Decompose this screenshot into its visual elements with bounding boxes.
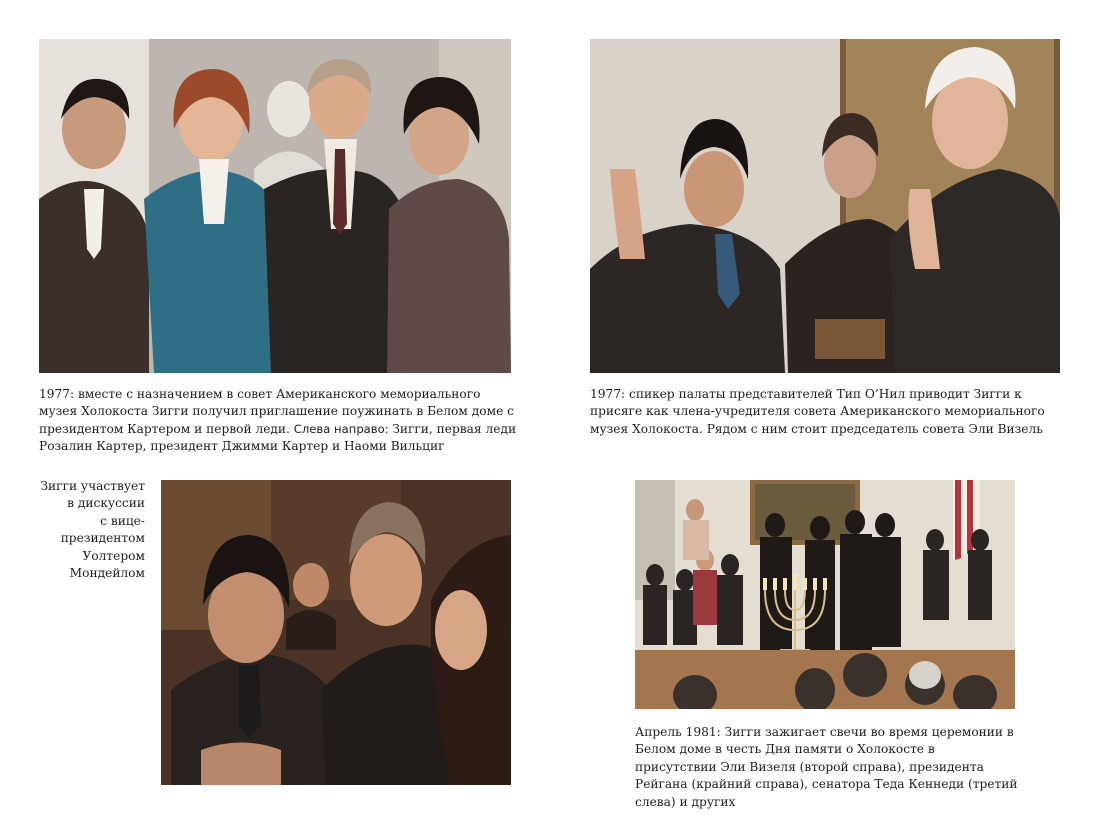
caption-carter-dinner-part-2: Слева направо: [293, 421, 393, 436]
photo-oath-image [590, 39, 1060, 373]
caption-mondale-line-6: Мондейлом [69, 566, 145, 581]
photo-candles-image [635, 480, 1015, 709]
photo-carter-dinner [39, 39, 511, 373]
caption-mondale-line-5: Уолтером [82, 548, 145, 563]
caption-mondale-line-1: Зигги участвует [40, 479, 145, 493]
photo-carter-dinner-image [39, 39, 511, 373]
caption-mondale-line-4: президентом [60, 531, 145, 546]
caption-carter-dinner-part-1: 1977: вместе с назначением в совет Американского мемориального музея Холокоста Зигги получил приглашение поужинать в Белом доме с президентом Картером и первой леди. [39, 387, 514, 436]
photo-mondale-image [161, 480, 511, 785]
caption-oath: 1977: спикер палаты представителей Тип О’Нил приводит Зигги к присяге как члена-учредителя совета Американского мемориального музея Холокоста. Рядом с ним стоит председатель совета Эли Визель [590, 387, 1045, 436]
caption-carter-dinner [39, 386, 517, 456]
caption-carter-dinner-part-3: Зигги, первая леди Розалин Картер, президент Джимми Картер и Наоми Вильциг [39, 421, 517, 454]
caption-mondale-line-3: с вице- [100, 513, 145, 528]
photo-mondale [161, 480, 511, 785]
photo-candles [635, 480, 1015, 709]
caption-candles: Апрель 1981: Зигги зажигает свечи во время церемонии в Белом доме в честь Дня памяти о Холокосте в присутствии Эли Визеля (второй справа), президента Рейгана (крайний справа), сенатора Теда Кеннеди (третий слева) и других [635, 725, 1018, 809]
caption-mondale-line-2: в дискуссии [67, 496, 145, 511]
photo-oath [590, 39, 1060, 373]
caption-mondale [20, 478, 145, 582]
